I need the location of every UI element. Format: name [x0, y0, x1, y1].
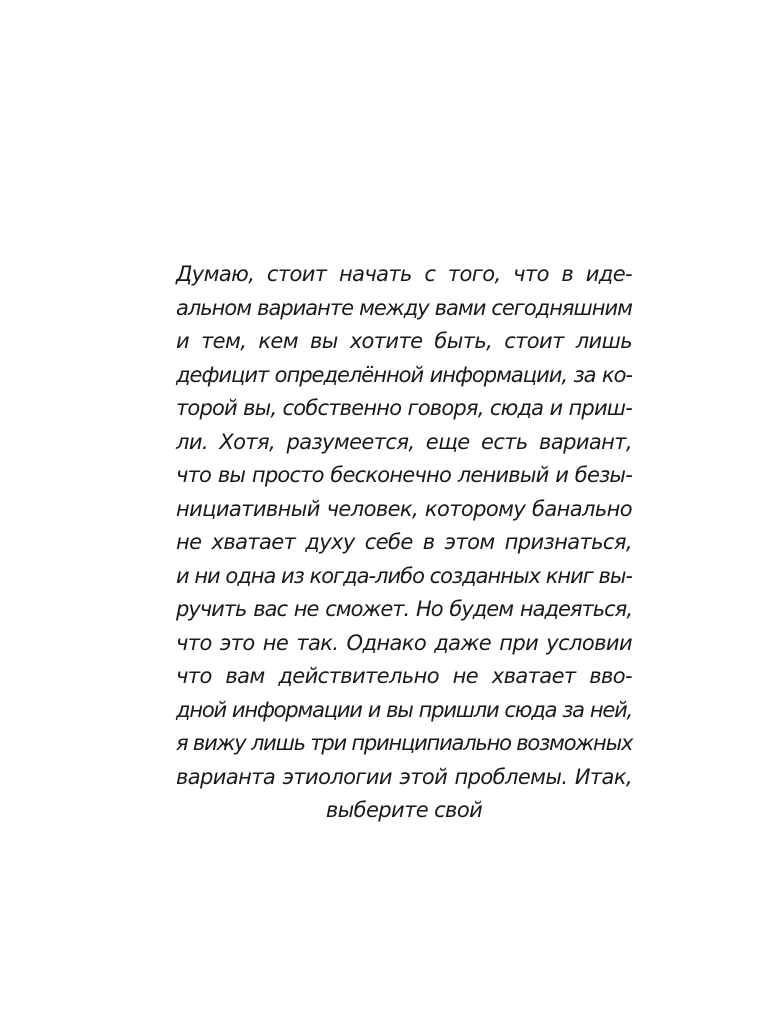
text-line: не хватает духу себе в этом признаться, — [176, 530, 632, 554]
text-line: что вам действительно не хватает вво- — [176, 664, 632, 688]
text-line: я вижу лишь три принципиально возможных — [176, 731, 633, 755]
text-line: варианта этиологии этой проблемы. Итак, — [176, 764, 632, 789]
text-line: что это не так. Однако даже при условии — [176, 630, 632, 655]
text-line: торой вы, собственно говоря, сюда и приш- — [176, 396, 632, 420]
text-line: что вы просто бесконечно ленивый и безы- — [176, 463, 632, 487]
text-line-final: выберите свой — [325, 798, 483, 822]
text-line: Думаю, стоит начать с того, что в иде- — [176, 262, 632, 286]
text-line: альном варианте между вами сегодняшним — [176, 295, 632, 320]
body-paragraph — [176, 258, 632, 828]
text-line: и ни одна из когда-либо созданных книг вы- — [176, 563, 632, 588]
text-line: ли. Хотя, разумеется, еще есть вариант, — [176, 429, 632, 454]
text-line: и тем, кем вы хотите быть, стоит лишь — [176, 329, 632, 353]
text-line: ручить вас не сможет. Но будем надеяться, — [176, 597, 632, 621]
text-line: нициативный человек, которому банально — [176, 496, 632, 521]
text-line: дной информации и вы пришли сюда за ней, — [176, 697, 632, 722]
text-line: дефицит определённой информации, за ко- — [176, 362, 632, 387]
